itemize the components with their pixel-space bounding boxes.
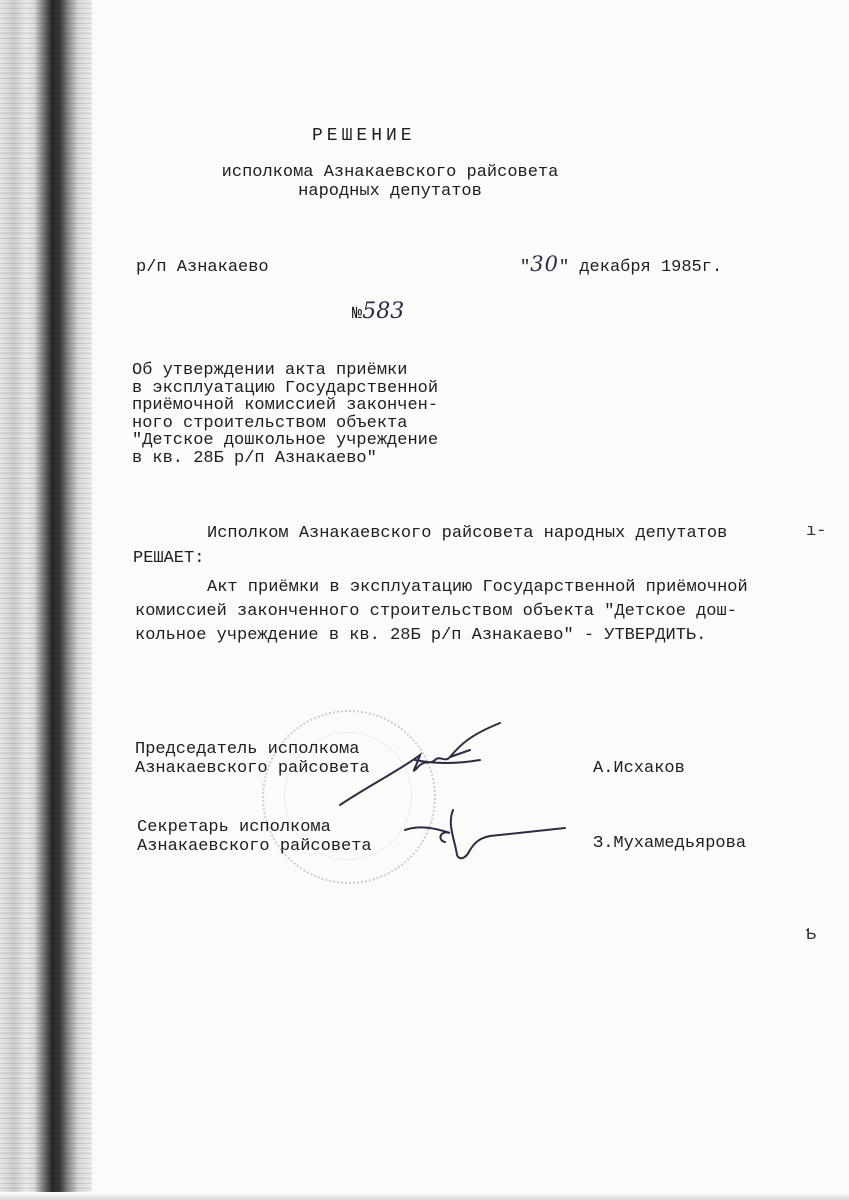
subject-line: "Детское дошкольное учреждение bbox=[132, 431, 439, 450]
body-line: комиссией законченного строительством объекта "Детское дош- bbox=[135, 602, 737, 621]
scan-edge-noise bbox=[0, 0, 92, 1200]
document-title: РЕШЕНИЕ bbox=[312, 126, 416, 146]
number-value-handwritten: 583 bbox=[362, 299, 405, 324]
document-date bbox=[520, 252, 723, 277]
chairman-name: А.Исхаков bbox=[593, 759, 685, 778]
chairman-title-line-2: Азнакаевского райсовета bbox=[135, 759, 370, 778]
document-body bbox=[135, 576, 748, 648]
date-day-handwritten: 30 bbox=[530, 252, 559, 276]
margin-mark-lower: Ƅ bbox=[806, 926, 817, 945]
subject-line: в эксплуатацию Государственной bbox=[132, 378, 439, 398]
secretary-title bbox=[137, 818, 372, 856]
scan-bottom-edge bbox=[0, 1192, 849, 1200]
document-subtitle bbox=[215, 163, 565, 201]
date-prefix: " bbox=[520, 258, 531, 277]
subject-line: приёмочной комиссией закончен- bbox=[132, 396, 439, 415]
secretary-title-line-1: Секретарь исполкома bbox=[137, 818, 331, 837]
secretary-name: З.Мухамедьярова bbox=[593, 834, 747, 853]
document-subject bbox=[132, 362, 438, 467]
document-place: р/п Азнакаево bbox=[136, 258, 269, 277]
subtitle-line-2: народных депутатов bbox=[298, 182, 482, 201]
document-intro: Исполком Азнакаевского райсовета народных депутатов bbox=[207, 524, 728, 543]
subject-line: в кв. 28Б р/п Азнакаево" bbox=[132, 448, 377, 468]
document-number bbox=[352, 299, 405, 324]
document-resolves: РЕШАЕТ: bbox=[133, 549, 205, 568]
date-suffix: " декабря 1985г. bbox=[558, 258, 723, 277]
body-line: кольное учреждение в кв. 28Б р/п Азнакаево" - УТВЕРДИТЬ. bbox=[135, 626, 707, 645]
secretary-title-line-2: Азнакаевского райсовета bbox=[137, 837, 372, 856]
margin-mark-upper: ı- bbox=[806, 522, 827, 541]
number-prefix: № bbox=[352, 305, 363, 324]
subject-line: Об утверждении акта приёмки bbox=[132, 361, 408, 380]
secretary-signature bbox=[395, 800, 575, 870]
chairman-title-line-1: Председатель исполкома bbox=[135, 740, 360, 759]
subject-line: ного строительством объекта bbox=[132, 413, 408, 433]
body-line: Акт приёмки в эксплуатацию Государственной приёмочной bbox=[207, 578, 748, 597]
subtitle-line-1: исполкома Азнакаевского райсовета bbox=[221, 163, 559, 182]
